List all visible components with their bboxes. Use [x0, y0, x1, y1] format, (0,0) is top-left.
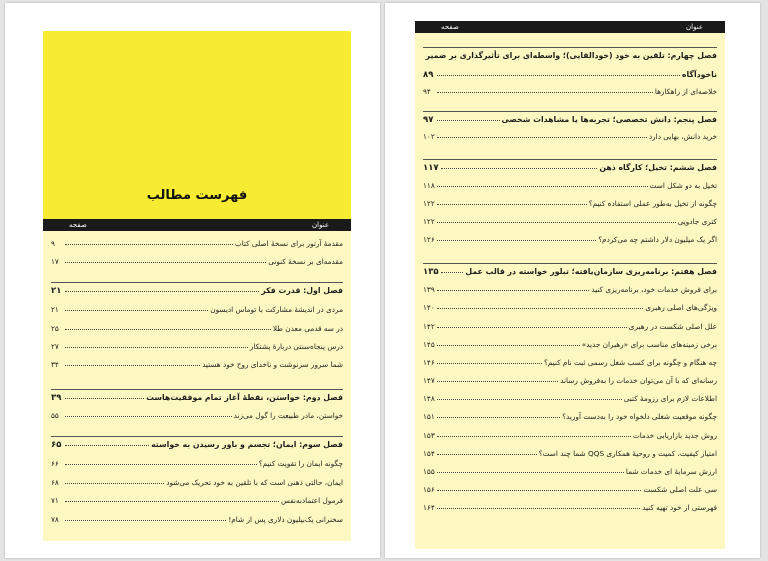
dot-leader [65, 520, 226, 521]
entry-page-number: ۹ [51, 239, 55, 248]
right-column-header [415, 21, 725, 33]
toc-entry [423, 394, 717, 403]
entry-title: فصل اول: قدرت فکر [261, 286, 343, 295]
entry-title: فصل چهارم: تلقین به خود (خودالقایی)؛ واسطه‌ای برای تأثیرگذاری بر ضمیر [425, 51, 717, 60]
column-title-label: عنوان [312, 221, 329, 229]
toc-entry [423, 235, 717, 244]
dot-leader [437, 399, 622, 400]
entry-page-number: ۱۲۲ [423, 217, 435, 226]
dot-leader [65, 329, 271, 330]
entry-title: درس پنجاه‌سنتی دربارهٔ پشتکار [249, 342, 343, 351]
dot-leader [437, 290, 589, 291]
chapter-heading-entry [423, 267, 717, 277]
entry-page-number: ۳۴ [51, 360, 59, 369]
dot-leader [65, 464, 257, 465]
entry-page-number: ۱۵۵ [423, 467, 435, 476]
entry-title: ارزش سرمایهٔ ای خدمات شما [625, 467, 717, 476]
entry-title: تخیل به دو شکل است [649, 181, 717, 190]
entry-page-number: ۱۲۲ [423, 199, 435, 208]
dot-leader [65, 398, 144, 399]
entry-title: فصل پنجم: دانش تخصصی؛ تجربه‌ها یا مشاهدات شخصی [501, 115, 717, 124]
toc-entry [423, 199, 717, 208]
entry-title: ناخودآگاه [681, 70, 717, 79]
entry-page-number: ۱۵۶ [423, 485, 435, 494]
dot-leader [437, 308, 643, 309]
entry-page-number: ۱۷ [51, 257, 59, 266]
dot-leader [437, 186, 648, 187]
dot-leader [65, 291, 259, 292]
entry-page-number: ۹۷ [423, 115, 434, 125]
entry-title: در سه قدمی معدن طلا [272, 324, 343, 333]
dot-leader [437, 120, 500, 121]
entry-title: ایمان، حالتی ذهنی است که با تلقین به خود تحریک می‌شود [166, 478, 343, 487]
dot-leader [437, 508, 640, 509]
entry-title: شما سرور سرنوشت و ناخدای روح خود هستید [202, 360, 343, 369]
entry-page-number: ۱۴۸ [423, 394, 435, 403]
entry-title: اگر یک میلیون دلار داشتم چه می‌کردم؟ [598, 235, 717, 244]
entry-page-number: ۱۳۹ [423, 285, 435, 294]
entry-title: خواستن، مادر طبیعت را گول می‌زند [233, 411, 343, 420]
entry-title: فرمول اعتمادبه‌نفس [280, 496, 343, 505]
entry-title: مقدمهٔ آرتور برای نسخهٔ اصلی کتاب [234, 239, 343, 248]
entry-page-number: ۱۰۲ [423, 132, 435, 141]
toc-entry [51, 239, 343, 248]
chapter-heading-entry [423, 163, 717, 173]
entry-title: ویژگی‌های اصلی رهبری [645, 303, 717, 312]
right-page [385, 3, 760, 558]
entry-page-number: ۱۲۶ [423, 235, 435, 244]
entry-page-number: ۱۱۸ [423, 181, 435, 190]
entry-page-number: ۹۴ [423, 87, 431, 96]
entry-title: فصل هفتم: برنامه‌ریزی سازمان‌یافته؛ تبلور خواسته در قالب عمل [465, 267, 717, 276]
entry-title: برخی زمینه‌های مناسب برای «رهبران جدید» [581, 340, 717, 349]
chapter-heading-entry [423, 51, 717, 60]
toc-entry [423, 485, 717, 494]
chapter-heading-entry [51, 440, 343, 450]
dot-leader [437, 75, 680, 76]
entry-page-number: ۶۶ [51, 459, 59, 468]
dot-leader [437, 417, 560, 418]
entry-page-number: ۱۴۷ [423, 376, 435, 385]
chapter-separator [51, 282, 343, 283]
column-title-label: عنوان [686, 23, 703, 31]
right-toc-panel [415, 21, 725, 549]
entry-title: برای فروش خدمات خود، برنامه‌ریزی کنید [591, 285, 717, 294]
entry-title: فصل دوم: خواستن، نقطهٔ آغاز تمام موفقیت‌هاست [146, 393, 343, 402]
entry-page-number: ۲۵ [51, 324, 59, 333]
toc-entry [423, 467, 717, 476]
chapter-separator [51, 389, 343, 390]
entry-title: فصل سوم: ایمان؛ تجسم و باور رسیدن به خواسته [151, 440, 343, 449]
entry-title: سخنرانی یک‌بیلیون دلاری پس از شام! [228, 515, 343, 524]
entry-title: رسانه‌ای که با آن می‌توان خدمات را به‌فروش رساند [560, 376, 717, 385]
left-toc-panel [43, 31, 351, 541]
entry-title: چگونه از تخیل به‌طور عملی استفاده کنیم؟ [588, 199, 717, 208]
dot-leader [441, 272, 464, 273]
dot-leader [437, 381, 558, 382]
entry-title: فهرستی از خود تهیه کنید [642, 503, 717, 512]
dot-leader [437, 222, 676, 223]
chapter-separator [51, 436, 343, 437]
column-page-label: صفحه [69, 221, 87, 229]
entry-page-number: ۱۵۳ [423, 431, 435, 440]
entry-page-number: ۲۱ [51, 305, 59, 314]
entry-title: خرید دانش، بهایی دارد [648, 132, 717, 141]
chapter-separator [423, 111, 717, 112]
dot-leader [437, 363, 542, 364]
dot-leader [437, 345, 580, 346]
toc-entry [51, 459, 343, 468]
chapter-separator [423, 47, 717, 48]
dot-leader [437, 436, 631, 437]
entry-page-number: ۲۱ [51, 286, 62, 296]
toc-entry [423, 303, 717, 312]
entry-page-number: ۷۱ [51, 496, 59, 505]
entry-title: چگونه موقعیت شغلی دلخواه خود را به‌دست آورید؟ [562, 412, 717, 421]
entry-title: خلاصه‌ای از راهکارها [654, 87, 717, 96]
chapter-separator [423, 263, 717, 264]
entry-page-number: ۶۵ [51, 440, 62, 450]
dot-leader [65, 445, 149, 446]
dot-leader [437, 490, 641, 491]
toc-entry [423, 217, 717, 226]
entry-page-number: ۱۴۵ [423, 340, 435, 349]
dot-leader [437, 327, 627, 328]
toc-entry [51, 496, 343, 505]
dot-leader [441, 168, 598, 169]
dot-leader [65, 501, 279, 502]
entry-title: اطلاعات لازم برای رزومهٔ کتبی [623, 394, 717, 403]
entry-page-number: ۱۵۴ [423, 449, 435, 458]
entry-title: چگونه ایمان را تقویت کنیم؟ [258, 459, 343, 468]
entry-title: امتیاز کیفیت، کمیت و روحیهٔ همکاری QQS شما چند است؟ [538, 449, 717, 458]
toc-entry [51, 324, 343, 333]
entry-title: سی علت اصلی شکست [643, 485, 717, 494]
toc-entry [51, 515, 343, 524]
chapter-heading-entry [51, 286, 343, 296]
toc-entry [423, 181, 717, 190]
entry-page-number: ۱۱۷ [423, 163, 439, 173]
toc-entry [423, 358, 717, 367]
entry-title: کتری جادویی [677, 217, 717, 226]
toc-entry [51, 305, 343, 314]
entry-page-number: ۶۸ [51, 478, 59, 487]
dot-leader [437, 92, 653, 93]
entry-page-number: ۲۷ [51, 342, 59, 351]
entry-title: علل اصلی شکست در رهبری [628, 322, 717, 331]
toc-entry [423, 412, 717, 421]
entry-page-number: ۱۵۱ [423, 412, 435, 421]
toc-entry [423, 376, 717, 385]
dot-leader [437, 204, 587, 205]
entry-page-number: ۱۴۰ [423, 303, 435, 312]
entry-page-number: ۱۳۵ [423, 267, 439, 277]
toc-entry [423, 322, 717, 331]
left-column-header [43, 219, 351, 231]
toc-entry [51, 257, 343, 266]
title-banner [43, 31, 351, 219]
chapter-heading-entry [423, 115, 717, 125]
dot-leader [437, 472, 624, 473]
toc-entry [423, 503, 717, 512]
dot-leader [65, 347, 248, 348]
entry-title: مقدمه‌ای بر نسخهٔ کنونی [268, 257, 343, 266]
toc-entry [51, 478, 343, 487]
dot-leader [65, 310, 208, 311]
entry-title: فصل ششم: تخیل؛ کارگاه ذهن [599, 163, 717, 172]
column-page-label: صفحه [441, 23, 459, 31]
entry-page-number: ۱۶۴ [423, 503, 435, 512]
dot-leader [437, 454, 537, 455]
entry-page-number: ۳۹ [51, 393, 62, 403]
entry-page-number: ۵۵ [51, 411, 59, 420]
dot-leader [65, 262, 266, 263]
left-page [5, 3, 380, 558]
dot-leader [65, 416, 232, 417]
chapter-heading-entry [423, 70, 717, 80]
entry-title: مردی در اندیشهٔ مشارکت با توماس ادیسون [210, 305, 343, 314]
toc-entry [423, 449, 717, 458]
entry-title: چه هنگام و چگونه برای کسب شغل رسمی ثبت نام کنیم؟ [543, 358, 717, 367]
toc-entry [423, 285, 717, 294]
toc-entry [51, 411, 343, 420]
entry-page-number: ۱۴۲ [423, 322, 435, 331]
toc-entry [51, 342, 343, 351]
dot-leader [65, 365, 200, 366]
toc-title: فهرست مطالب [146, 188, 248, 203]
entry-title: روش جدید بازاریابی خدمات [632, 431, 717, 440]
dot-leader [437, 137, 647, 138]
entry-page-number: ۱۴۶ [423, 358, 435, 367]
toc-entry [423, 87, 717, 96]
chapter-separator [423, 159, 717, 160]
dot-leader [65, 244, 233, 245]
toc-entry [423, 431, 717, 440]
toc-entry [423, 132, 717, 141]
entry-page-number: ۷۸ [51, 515, 59, 524]
toc-entry [51, 360, 343, 369]
toc-entry [423, 340, 717, 349]
entry-page-number: ۸۹ [423, 70, 434, 80]
chapter-heading-entry [51, 393, 343, 403]
dot-leader [65, 483, 164, 484]
dot-leader [437, 240, 596, 241]
